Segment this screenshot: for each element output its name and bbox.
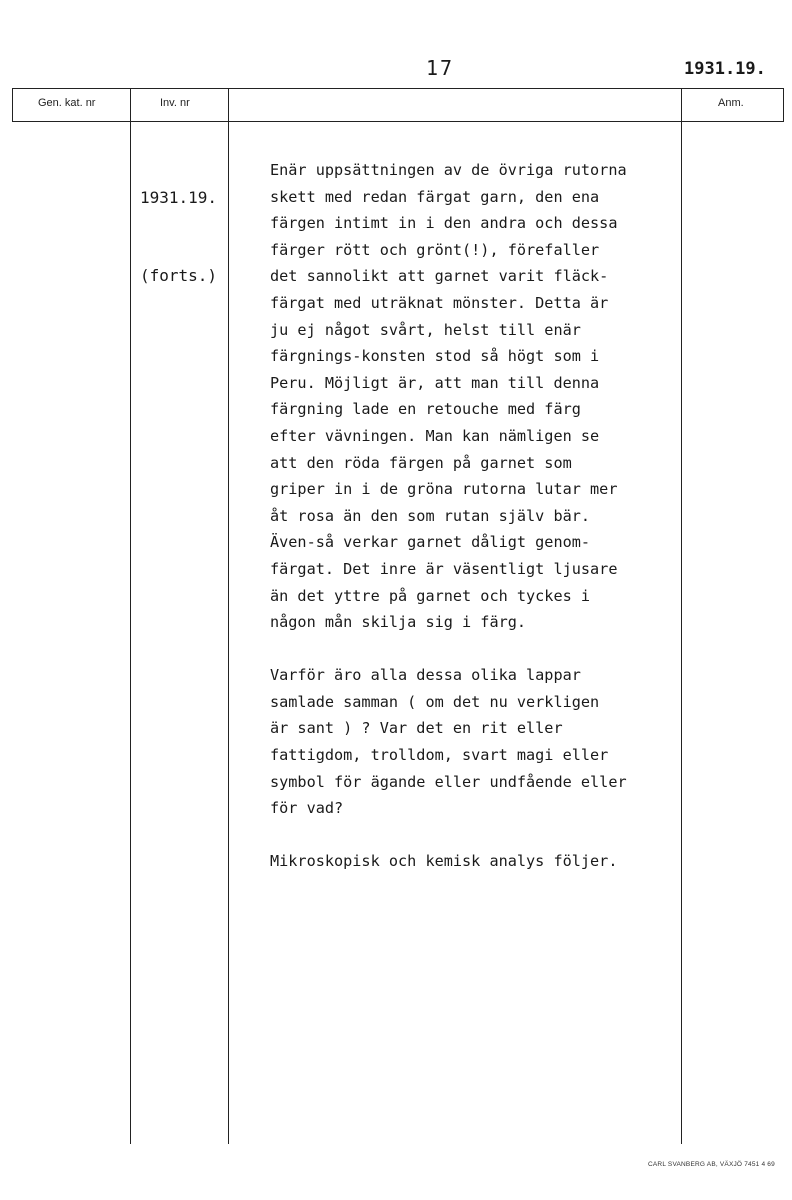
text-line: ju ej något svårt, helst till enär — [270, 320, 581, 339]
continuation-note: (forts.) — [140, 266, 218, 285]
paragraph-2 — [270, 662, 682, 822]
text-line: än det yttre på garnet och tyckes i — [270, 586, 591, 605]
text-line: färgnings-konsten stod så högt som i — [270, 347, 600, 366]
text-line: färger rött och grönt(!), förefaller — [270, 240, 600, 259]
text-line: färgat. Det inre är väsentligt ljusare — [270, 559, 618, 578]
column-divider-gen-inv — [130, 88, 131, 1144]
page-number: 17 — [426, 56, 455, 80]
form-right-border — [783, 88, 784, 121]
paragraph-gap — [270, 822, 682, 849]
column-divider-inv-text — [228, 88, 229, 1144]
inventory-entry — [140, 133, 217, 315]
paragraph-1 — [270, 157, 682, 636]
catalog-reference: 1931.19. — [684, 59, 766, 79]
text-line: att den röda färgen på garnet som — [270, 453, 572, 472]
form-top-rule — [12, 88, 784, 89]
text-line: Även-så verkar garnet dåligt genom- — [270, 533, 591, 552]
text-line: någon mån skilja sig i färg. — [270, 613, 527, 632]
paragraph-gap — [270, 636, 682, 663]
text-line: det sannolikt att garnet varit fläck- — [270, 267, 609, 286]
text-line: färgen intimt in i den andra och dessa — [270, 214, 618, 233]
inventory-number: 1931.19. — [140, 188, 218, 207]
text-line: griper in i de gröna rutorna lutar mer — [270, 480, 618, 499]
typed-body-text — [270, 157, 682, 875]
text-line: är sant ) ? Var det en rit eller — [270, 719, 563, 738]
text-line: åt rosa än den som rutan själv bär. — [270, 506, 591, 525]
text-line: Peru. Möjligt är, att man till denna — [270, 373, 600, 392]
text-line: Varför äro alla dessa olika lappar — [270, 666, 581, 685]
form-left-border — [12, 88, 13, 121]
printer-imprint: CARL SVANBERG AB, VÄXJÖ 7451 4 69 — [648, 1161, 775, 1168]
text-line: för vad? — [270, 799, 344, 818]
text-line: efter vävningen. Man kan nämligen se — [270, 426, 600, 445]
text-line: symbol för ägande eller undfående eller — [270, 772, 627, 791]
text-line: fattigdom, trolldom, svart magi eller — [270, 746, 609, 765]
paragraph-3 — [270, 848, 682, 875]
column-heading-anm: Anm. — [718, 97, 744, 109]
text-line: skett med redan färgat garn, den ena — [270, 187, 600, 206]
text-line: Enär uppsättningen av de övriga rutorna — [270, 161, 627, 179]
form-header-rule — [12, 121, 784, 122]
text-line: Mikroskopisk och kemisk analys följer. — [270, 852, 618, 871]
text-line: samlade samman ( om det nu verkligen — [270, 692, 600, 711]
column-heading-inv-nr: Inv. nr — [160, 97, 190, 109]
text-line: färgning lade en retouche med färg — [270, 400, 581, 419]
text-line: färgat med uträknat mönster. Detta är — [270, 293, 609, 312]
column-heading-gen-kat-nr: Gen. kat. nr — [38, 97, 96, 109]
